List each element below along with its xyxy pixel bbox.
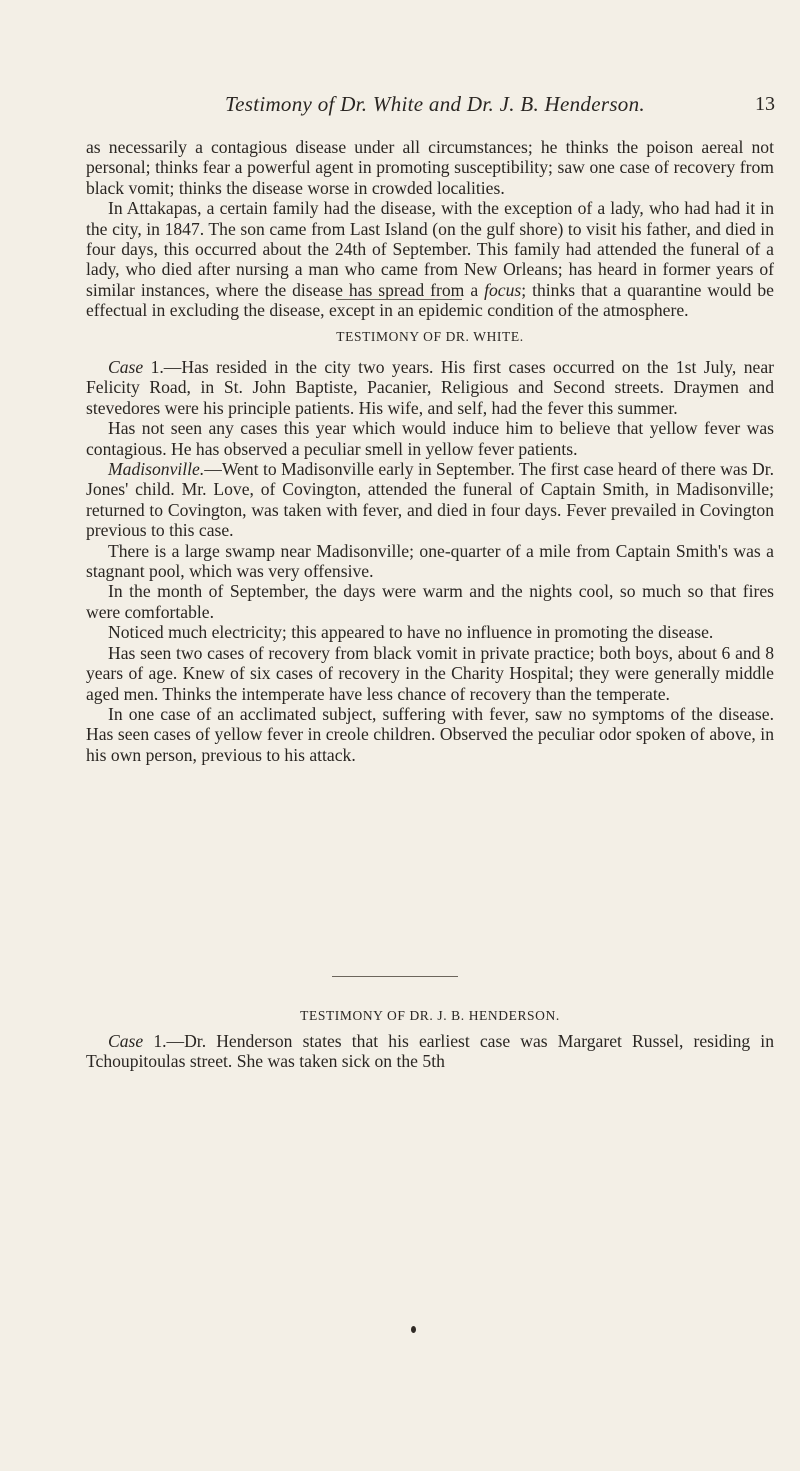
white-testimony-section xyxy=(86,357,774,765)
focus-italic: focus xyxy=(484,279,522,300)
intro-paragraph-2 xyxy=(86,198,774,320)
intro-paragraph-1: as necessarily a contagious disease under all circumstances; he thinks the poison aereal not personal; thinks fear a powerful agent in promoting susceptibility; saw one case of recovery from black vomit; thinks the disease worse in crowded localities. xyxy=(86,137,774,198)
white-paragraph-6: Noticed much electricity; this appeared to have no influence in promoting the disease. xyxy=(108,622,714,643)
white-case-text: 1.—Has resided in the city two years. His first cases occurred on the 1st July, near Felicity Road, in St. John Baptiste, Pacanier, Religious and Second streets. Draymen and stevedores were his principle patients. His wife, and self, had the fever this summer. xyxy=(86,357,774,418)
madisonville-text: —Went to Madisonville early in September. The first case heard of there was Dr. Jones' child. Mr. Love, of Covington, attended the funeral of Captain Smith, in Madisonville; returned to Covington, was taken with fever, and died in four days. Fever prevailed in Covington previous to this case. xyxy=(86,459,774,541)
white-madisonville xyxy=(86,459,774,541)
henderson-case-text: 1.—Dr. Henderson states that his earliest case was Margaret Russel, residing in Tchoupitoulas street. She was taken sick on the 5th xyxy=(86,1031,774,1072)
running-title: Testimony of Dr. White and Dr. J. B. Henderson. xyxy=(225,92,645,116)
white-paragraph-5: In the month of September, the days were warm and the nights cool, so much so that fires were comfortable. xyxy=(86,581,774,622)
henderson-testimony-heading: TESTIMONY OF DR. J. B. HENDERSON. xyxy=(300,1008,560,1023)
running-head xyxy=(95,92,775,122)
henderson-case-1 xyxy=(86,1031,774,1072)
printer-mark-dot xyxy=(411,1326,416,1333)
white-paragraph-8: In one case of an acclimated subject, suffering with fever, saw no symptoms of the disease. Has seen cases of yellow fever in creole children. Observed the peculiar odor spoken of above, in his own person, previous to his attack. xyxy=(86,703,774,765)
white-paragraph-7: Has seen two cases of recovery from black vomit in private practice; both boys, about 6 and 8 years of age. Knew of six cases of recovery in the Charity Hospital; they were generally middle aged men. Thinks the intemperate have less chance of recovery than the temperate. xyxy=(86,642,774,704)
white-paragraph-2: Has not seen any cases this year which would induce him to believe that yellow fever was contagious. He has observed a peculiar smell in yellow fever patients. xyxy=(86,418,774,459)
intro-section xyxy=(86,137,774,321)
page-number: 13 xyxy=(755,93,775,115)
white-testimony-heading: TESTIMONY OF DR. WHITE. xyxy=(336,329,524,344)
white-case-1 xyxy=(86,357,774,418)
section-divider-2 xyxy=(332,976,458,977)
intro-paragraph-2-text: In Attakapas, a certain family had the disease, with the exception of a lady, who had had it in the city, in 1847. The son came from Last Island (on the gulf shore) to visit his father, and died in four days, this occurred about the 24th of September. This family had attended the funeral of a lady, who died after nursing a man who came from New Orleans; has heard in former years of similar instances, where the disease has spread from a xyxy=(86,198,774,300)
madisonville-label: Madisonville. xyxy=(108,459,205,480)
section-divider-1 xyxy=(336,299,462,300)
henderson-testimony-section xyxy=(86,1031,774,1072)
white-case-label: Case xyxy=(108,357,144,377)
white-paragraph-4: There is a large swamp near Madisonville; one-quarter of a mile from Captain Smith's was a stagnant pool, which was very offensive. xyxy=(86,540,774,582)
henderson-case-label: Case xyxy=(108,1031,144,1051)
intro-paragraph-2-end: ; thinks that a quarantine would be effectual in excluding the disease, except in an epidemic condition of the atmosphere. xyxy=(86,279,774,321)
